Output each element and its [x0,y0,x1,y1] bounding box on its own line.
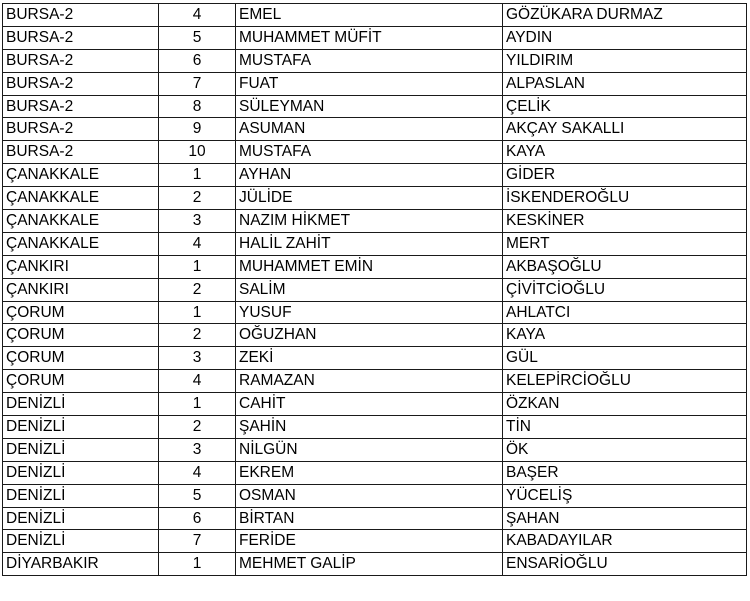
table-row [3,164,747,187]
rank-cell: 1 [159,393,236,416]
rank-cell: 4 [159,4,236,27]
rank-cell: 2 [159,278,236,301]
city-cell: ÇORUM [3,347,159,370]
table-row [3,324,747,347]
table-row [3,553,747,576]
table-row [3,370,747,393]
city-cell: DENİZLİ [3,393,159,416]
city-cell: ÇANAKKALE [3,164,159,187]
first-name-cell: ZEKİ [236,347,503,370]
first-name-cell: NİLGÜN [236,438,503,461]
first-name-cell: ASUMAN [236,118,503,141]
rank-cell: 1 [159,164,236,187]
first-name-cell: OĞUZHAN [236,324,503,347]
rank-cell: 6 [159,49,236,72]
first-name-cell: HALİL ZAHİT [236,232,503,255]
first-name-cell: FERİDE [236,530,503,553]
first-name-cell: ŞAHİN [236,416,503,439]
first-name-cell: YUSUF [236,301,503,324]
city-cell: BURSA-2 [3,118,159,141]
surname-cell: AHLATCI [503,301,747,324]
table-row [3,507,747,530]
city-cell: BURSA-2 [3,95,159,118]
surname-cell: ÇİVİTCİOĞLU [503,278,747,301]
city-cell: DENİZLİ [3,507,159,530]
table-row [3,393,747,416]
city-cell: ÇORUM [3,370,159,393]
city-cell: DENİZLİ [3,438,159,461]
city-cell: DENİZLİ [3,530,159,553]
candidate-list [2,3,747,576]
table-row [3,141,747,164]
first-name-cell: FUAT [236,72,503,95]
rank-cell: 4 [159,461,236,484]
city-cell: DENİZLİ [3,461,159,484]
surname-cell: MERT [503,232,747,255]
city-cell: DENİZLİ [3,484,159,507]
table-row [3,95,747,118]
first-name-cell: EMEL [236,4,503,27]
rank-cell: 5 [159,484,236,507]
city-cell: BURSA-2 [3,4,159,27]
first-name-cell: OSMAN [236,484,503,507]
table-row [3,118,747,141]
first-name-cell: MUHAMMET EMİN [236,255,503,278]
first-name-cell: MUHAMMET MÜFİT [236,26,503,49]
table-row [3,72,747,95]
surname-cell: TİN [503,416,747,439]
table-row [3,484,747,507]
city-cell: BURSA-2 [3,72,159,95]
surname-cell: AYDIN [503,26,747,49]
rank-cell: 3 [159,210,236,233]
first-name-cell: RAMAZAN [236,370,503,393]
table-row [3,278,747,301]
city-cell: DİYARBAKIR [3,553,159,576]
city-cell: ÇORUM [3,301,159,324]
first-name-cell: MUSTAFA [236,141,503,164]
table-row [3,26,747,49]
rank-cell: 2 [159,416,236,439]
rank-cell: 5 [159,26,236,49]
surname-cell: KAYA [503,141,747,164]
rank-cell: 7 [159,72,236,95]
table-row [3,530,747,553]
table-row [3,232,747,255]
surname-cell: KAYA [503,324,747,347]
surname-cell: BAŞER [503,461,747,484]
first-name-cell: JÜLİDE [236,187,503,210]
city-cell: ÇORUM [3,324,159,347]
rank-cell: 2 [159,187,236,210]
first-name-cell: MEHMET GALİP [236,553,503,576]
city-cell: BURSA-2 [3,141,159,164]
surname-cell: GÖZÜKARA DURMAZ [503,4,747,27]
first-name-cell: EKREM [236,461,503,484]
surname-cell: ŞAHAN [503,507,747,530]
first-name-cell: CAHİT [236,393,503,416]
rank-cell: 10 [159,141,236,164]
surname-cell: AKBAŞOĞLU [503,255,747,278]
rank-cell: 1 [159,553,236,576]
surname-cell: YÜCELİŞ [503,484,747,507]
surname-cell: ÖZKAN [503,393,747,416]
city-cell: ÇANAKKALE [3,210,159,233]
surname-cell: KESKİNER [503,210,747,233]
city-cell: ÇANKIRI [3,255,159,278]
rank-cell: 6 [159,507,236,530]
city-cell: ÇANAKKALE [3,232,159,255]
rank-cell: 8 [159,95,236,118]
table-row [3,438,747,461]
rank-cell: 4 [159,370,236,393]
city-cell: ÇANKIRI [3,278,159,301]
table-row [3,255,747,278]
rank-cell: 4 [159,232,236,255]
rank-cell: 9 [159,118,236,141]
surname-cell: AKÇAY SAKALLI [503,118,747,141]
table-row [3,461,747,484]
surname-cell: ÖK [503,438,747,461]
surname-cell: ÇELİK [503,95,747,118]
surname-cell: KABADAYILAR [503,530,747,553]
first-name-cell: SALİM [236,278,503,301]
surname-cell: GİDER [503,164,747,187]
table-row [3,347,747,370]
table-row [3,210,747,233]
table-row [3,187,747,210]
table-row [3,301,747,324]
surname-cell: ENSARİOĞLU [503,553,747,576]
surname-cell: İSKENDEROĞLU [503,187,747,210]
city-cell: BURSA-2 [3,26,159,49]
surname-cell: ALPASLAN [503,72,747,95]
rank-cell: 7 [159,530,236,553]
candidate-table [2,3,747,576]
first-name-cell: AYHAN [236,164,503,187]
city-cell: BURSA-2 [3,49,159,72]
city-cell: DENİZLİ [3,416,159,439]
table-row [3,4,747,27]
table-row [3,49,747,72]
surname-cell: GÜL [503,347,747,370]
table-body [3,4,747,576]
surname-cell: YILDIRIM [503,49,747,72]
rank-cell: 3 [159,347,236,370]
rank-cell: 1 [159,301,236,324]
surname-cell: KELEPİRCİOĞLU [503,370,747,393]
table-row [3,416,747,439]
rank-cell: 1 [159,255,236,278]
first-name-cell: MUSTAFA [236,49,503,72]
first-name-cell: SÜLEYMAN [236,95,503,118]
rank-cell: 2 [159,324,236,347]
first-name-cell: BİRTAN [236,507,503,530]
first-name-cell: NAZIM HİKMET [236,210,503,233]
rank-cell: 3 [159,438,236,461]
city-cell: ÇANAKKALE [3,187,159,210]
